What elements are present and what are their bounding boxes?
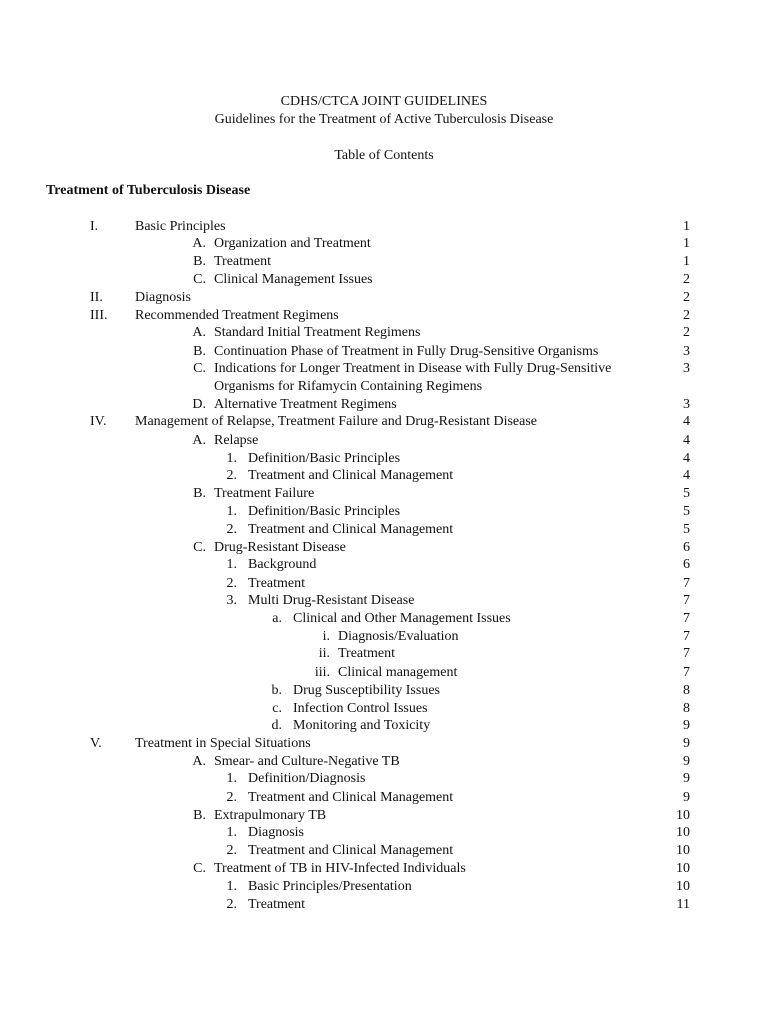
toc-entry-title: Treatment and Clinical Management [248,790,454,805]
toc-entry-page-number: 5 [683,522,690,537]
toc-entry-page-number: 7 [683,629,690,644]
toc-entry-title: Definition/Basic Principles [248,451,401,466]
toc-entry-title: Diagnosis/Evaluation [338,629,459,644]
toc-entry-marker: C. [193,861,206,876]
toc-entry-page-number: 1 [683,236,690,251]
toc-entry-page-number: 2 [683,272,690,287]
toc-entry-title: Definition/Basic Principles [248,504,401,519]
toc-entry-title: Definition/Diagnosis [248,771,366,786]
toc-entry-page-number: 7 [683,646,690,661]
toc-entry-title: Treatment and Clinical Management [248,843,454,858]
document-subtitle: Guidelines for the Treatment of Active Tuberculosis Disease [214,112,554,127]
toc-entry-marker: ii. [318,646,330,661]
toc-entry-marker: 2. [226,468,237,483]
toc-entry-title: Background [248,557,317,572]
toc-entry-title: Multi Drug-Resistant Disease [248,593,415,608]
toc-entry-title: Management of Relapse, Treatment Failure and Drug-Resistant Disease [135,414,538,429]
toc-entry-page-number: 10 [676,808,690,823]
toc-entry-title: Diagnosis [248,825,304,840]
toc-entry-title: Diagnosis [135,290,191,305]
toc-entry-page-number: 6 [683,557,690,572]
toc-entry-title: Drug-Resistant Disease [214,540,346,555]
toc-entry-marker: IV. [90,414,107,429]
contents-label: Table of Contents [334,148,434,163]
toc-entry-marker: 1. [226,771,237,786]
toc-entry-page-number: 3 [683,397,690,412]
toc-entry-title: Treatment [214,254,272,269]
toc-entry-marker: C. [193,272,206,287]
toc-entry-marker: d. [271,718,282,733]
toc-entry-title: Clinical Management Issues [214,272,373,287]
toc-entry-title: Treatment Failure [214,486,315,501]
toc-entry-page-number: 3 [683,344,690,359]
toc-entry-title: Treatment [338,646,396,661]
toc-entry-page-number: 7 [683,611,690,626]
toc-entry-title: Treatment [248,576,306,591]
toc-entry-marker: a. [272,611,282,626]
toc-entry-page-number: 1 [683,254,690,269]
toc-entry-marker: 1. [226,557,237,572]
toc-entry-marker: 2. [226,897,237,912]
toc-entry-page-number: 4 [683,468,690,483]
toc-entry-marker: 2. [226,790,237,805]
toc-entry-page-number: 9 [683,754,690,769]
toc-entry-page-number: 2 [683,308,690,323]
toc-entry-page-number: 10 [676,879,690,894]
toc-entry-page-number: 4 [683,433,690,448]
toc-entry-title: Treatment [248,897,306,912]
toc-entry-page-number: 7 [683,593,690,608]
section-heading: Treatment of Tuberculosis Disease [46,183,251,198]
toc-entry-marker: iii. [314,665,330,680]
toc-entry-marker: 3. [226,593,237,608]
toc-entry-marker: A. [192,754,206,769]
document-title: CDHS/CTCA JOINT GUIDELINES [280,94,488,109]
toc-entry-page-number: 4 [683,414,690,429]
toc-entry-title: Basic Principles [135,219,226,234]
toc-entry-page-number: 4 [683,451,690,466]
toc-entry-title: Treatment in Special Situations [135,736,311,751]
toc-entry-marker: II. [90,290,103,305]
toc-entry-page-number: 1 [683,219,690,234]
toc-entry-title: Basic Principles/Presentation [248,879,412,894]
toc-entry-marker: 1. [226,451,237,466]
toc-entry-marker: A. [192,433,206,448]
toc-entry-marker: c. [272,701,282,716]
toc-entry-page-number: 10 [676,825,690,840]
toc-entry-marker: D. [192,397,206,412]
toc-entry-title: Smear- and Culture-Negative TB [214,754,400,769]
toc-entry-title: Organization and Treatment [214,236,371,251]
toc-entry-marker: B. [193,808,206,823]
toc-entry-marker: 2. [226,522,237,537]
toc-entry-marker: III. [90,308,108,323]
toc-entry-marker: C. [193,361,206,376]
toc-entry-title: Continuation Phase of Treatment in Fully Drug-Sensitive Organisms [214,344,599,359]
toc-entry-page-number: 5 [683,504,690,519]
toc-entry-page-number: 3 [683,361,690,376]
toc-entry-marker: A. [192,236,206,251]
toc-entry-page-number: 10 [676,843,690,858]
toc-entry-marker: A. [192,325,206,340]
toc-entry-page-number: 8 [683,701,690,716]
toc-entry-title: Treatment and Clinical Management [248,468,454,483]
toc-entry-page-number: 9 [683,790,690,805]
toc-entry-marker: B. [193,254,206,269]
toc-entry-marker: B. [193,486,206,501]
toc-entry-title: Treatment of TB in HIV-Infected Individuals [214,861,466,876]
toc-entry-marker: b. [271,683,282,698]
toc-entry-title: Drug Susceptibility Issues [293,683,440,698]
toc-entry-marker: i. [322,629,330,644]
toc-entry-marker: 1. [226,879,237,894]
toc-entry-title: Alternative Treatment Regimens [214,397,397,412]
toc-entry-page-number: 11 [676,897,690,912]
toc-entry-marker: C. [193,540,206,555]
toc-entry-title: Clinical management [338,665,458,680]
toc-entry-title: Extrapulmonary TB [214,808,327,823]
toc-entry-marker: 2. [226,576,237,591]
toc-entry-marker: 1. [226,504,237,519]
toc-entry-title: Relapse [214,433,259,448]
toc-entry-title: Infection Control Issues [293,701,428,716]
toc-entry-page-number: 7 [683,665,690,680]
toc-entry-page-number: 9 [683,771,690,786]
toc-entry-title: Monitoring and Toxicity [293,718,431,733]
toc-entry-title: Indications for Longer Treatment in Disease with Fully Drug-Sensitive Organisms for Rifamycin Containing Regimens [214,361,612,394]
toc-entry-marker: V. [90,736,102,751]
toc-entry-marker: 2. [226,843,237,858]
toc-entry-page-number: 7 [683,576,690,591]
toc-entry-page-number: 8 [683,683,690,698]
toc-entry-title: Treatment and Clinical Management [248,522,454,537]
toc-entry-page-number: 5 [683,486,690,501]
toc-entry-page-number: 2 [683,325,690,340]
toc-entry-page-number: 6 [683,540,690,555]
toc-entry-page-number: 10 [676,861,690,876]
toc-entry-title: Standard Initial Treatment Regimens [214,325,421,340]
toc-entry-page-number: 9 [683,736,690,751]
toc-entry-page-number: 9 [683,718,690,733]
toc-entry-marker: 1. [226,825,237,840]
toc-entry-title: Recommended Treatment Regimens [135,308,339,323]
toc-entry-title: Clinical and Other Management Issues [293,611,511,626]
toc-entry-marker: I. [90,219,99,234]
toc-entry-marker: B. [193,344,206,359]
toc-entry-page-number: 2 [683,290,690,305]
